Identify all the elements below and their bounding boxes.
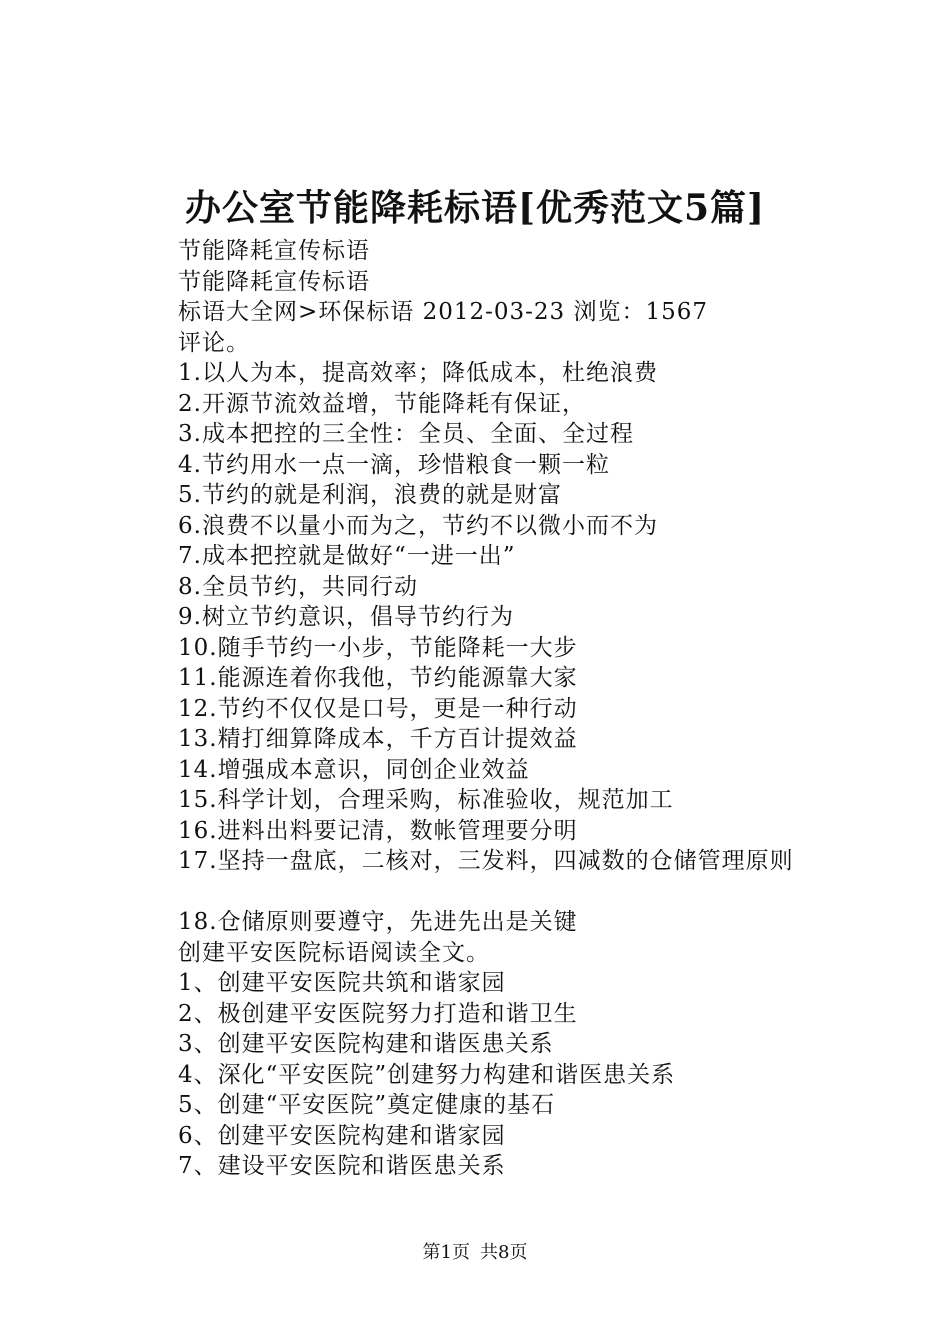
- document-body: [178, 236, 878, 1182]
- text-line: 节能降耗宣传标语: [178, 268, 370, 295]
- text-line: 10.随手节约一小步，节能降耗一大步: [178, 634, 578, 661]
- text-line: 6.浪费不以量小而为之，节约不以微小而不为: [178, 512, 658, 539]
- text-line: 2.开源节流效益增，节能降耗有保证，: [178, 390, 586, 417]
- text-line: 12.节约不仅仅是口号，更是一种行动: [178, 695, 578, 722]
- text-line: 8.全员节约，共同行动: [178, 573, 418, 600]
- text-line: 18.仓储原则要遵守，先进先出是关键: [178, 909, 578, 935]
- text-line: 7.成本把控就是做好“一进一出”: [178, 543, 516, 569]
- text-line: 9.树立节约意识，倡导节约行为: [178, 604, 514, 630]
- text-line: 11.能源连着你我他，节约能源靠大家: [178, 665, 578, 691]
- text-line: 节能降耗宣传标语: [178, 238, 370, 264]
- text-line: 5、创建“平安医院”奠定健康的基石: [178, 1092, 556, 1118]
- text-line: 4.节约用水一点一滴，珍惜粮食一颗一粒: [178, 451, 610, 478]
- text-line: 4、深化“平安医院”创建努力构建和谐医患关系: [178, 1061, 676, 1088]
- document-title: 办公室节能降耗标语[优秀范文5篇]: [184, 187, 766, 229]
- text-line: 14.增强成本意识，同创企业效益: [178, 756, 530, 783]
- text-line: 3、创建平安医院构建和谐医患关系: [178, 1031, 554, 1057]
- text-line: 1、创建平安医院共筑和谐家园: [178, 970, 506, 996]
- slogan-list-energy: [178, 236, 878, 877]
- text-line: 评论。: [178, 329, 250, 356]
- text-line: 6、创建平安医院构建和谐家园: [178, 1122, 506, 1149]
- text-line: 13.精打细算降成本，千方百计提效益: [178, 726, 578, 752]
- text-line: 16.进料出料要记清，数帐管理要分明: [178, 817, 578, 844]
- paragraph-gap: [178, 877, 878, 908]
- text-line: 2、极创建平安医院努力打造和谐卫生: [178, 1000, 578, 1027]
- text-line: 5.节约的就是利润，浪费的就是财富: [178, 482, 562, 508]
- text-line: 17.坚持一盘底，二核对，三发料，四减数的仓储管理原则: [178, 848, 794, 874]
- page-number-total: 共8页: [480, 1242, 528, 1263]
- text-line: 15.科学计划，合理采购，标准验收，规范加工: [178, 787, 674, 813]
- slogan-list-hospital: [178, 907, 878, 1182]
- text-line: 3.成本把控的三全性：全员、全面、全过程: [178, 421, 634, 447]
- text-line: 标语大全网>环保标语 2012-03-23 浏览：1567: [178, 299, 709, 325]
- text-line: 创建平安医院标语阅读全文。: [178, 939, 490, 966]
- text-line: 7、建设平安医院和谐医患关系: [178, 1153, 506, 1179]
- page-footer: [0, 1241, 950, 1265]
- page-number-current: 第1页: [422, 1242, 470, 1263]
- text-line: 1.以人为本，提高效率；降低成本，杜绝浪费: [178, 360, 658, 386]
